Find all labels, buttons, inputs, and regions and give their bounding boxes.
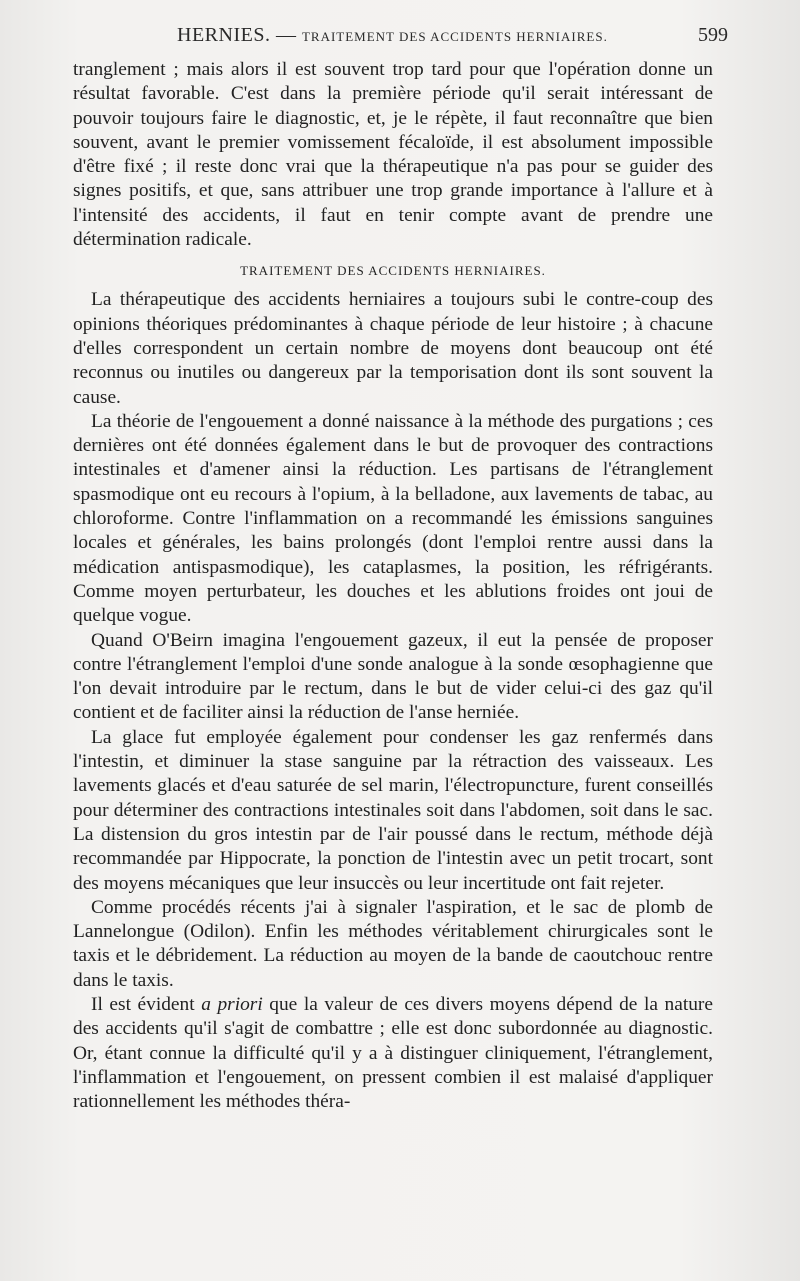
header-title <box>177 24 608 47</box>
header-title-main: HERNIES. <box>177 24 271 46</box>
paragraph: La glace fut employée également pour condenser les gaz renfermés dans l'intestin, et diminuer la stase sanguine par la rétraction des vaisseaux. Les lavements glacés et d'eau saturée de sel marin, l'électropuncture, furent conseillés pour déterminer des contractions intestinales soit dans l'abdomen, soit dans le sac. La distension du gros intestin par de l'air poussé dans le rectum, méthode déjà recommandée par Hippocrate, la ponction de l'intestin avec un petit trocart, sont des moyens mécaniques que leur insuccès ou leur incertitude ont fait rejeter. <box>73 726 713 894</box>
italic-a-priori: a priori <box>201 993 263 1015</box>
paragraph: La thérapeutique des accidents herniaires a toujours subi le contre-coup des opinions théoriques prédominantes à chaque période de leur histoire ; à chacune d'elles correspondent un certain nombre de moyens dont beaucoup ont été reconnus ou inutiles ou dangereux par la temporisation dont ils sont souvent la cause. <box>73 289 713 408</box>
page-body <box>73 58 713 1114</box>
running-header <box>72 24 728 54</box>
paragraph: Quand O'Beirn imagina l'engouement gazeux, il eut la pensée de proposer contre l'étranglement l'emploi d'une sonde analogue à la sonde œsophagienne que l'on devait introduire par le rectum, dans le but de vider celui-ci des gaz qu'il contient et de faciliter ainsi la réduction de l'anse herniée. <box>73 629 713 724</box>
section-heading: TRAITEMENT DES ACCIDENTS HERNIAIRES. <box>240 263 546 279</box>
paragraph: La théorie de l'engouement a donné naissance à la méthode des purgations ; ces dernières ont été données également dans le but de provoquer des contractions intestinales et d'amener ainsi la réduction. Les partisans de l'étranglement spasmodique ont eu recours à l'opium, à la belladone, aux lavements de tabac, au chloroforme. Contre l'inflammation on a recommandé les émissions sanguines locales et générales, les bains prolongés (dont l'emploi rentre aussi dans la médication antispasmodique), les cataplasmes, la position, les réfrigérants. Comme moyen perturbateur, les douches et les ablutions froides ont joui de quelque vogue. <box>73 410 713 627</box>
paragraph-last <box>73 993 713 1114</box>
page-number: 599 <box>698 24 728 46</box>
header-title-dash: — <box>270 24 302 46</box>
paragraph: Comme procédés récents j'ai à signaler l'aspiration, et le sac de plomb de Lannelongue (Odilon). Enfin les méthodes véritablement chirurgicales sont le taxis et le débridement. La réduction au moyen de la bande de caoutchouc rentre dans le taxis. <box>73 896 713 991</box>
header-title-sub: TRAITEMENT DES ACCIDENTS HERNIAIRES. <box>301 29 608 44</box>
last-paragraph-before: Il est évident <box>91 993 202 1015</box>
last-paragraph-after: que la valeur de ces divers moyens dépend de la nature des accidents qu'il s'agit de combattre ; elle est donc subordonnée au diagnostic. Or, étant connue la difficulté qu'il y a à distinguer cliniquement, l'étranglement, l'inflammation et l'engouement, on pressent combien il est malaisé d'appliquer rationnellement les méthodes théra- <box>73 993 713 1113</box>
paragraph-continued: tranglement ; mais alors il est souvent trop tard pour que l'opération donne un résultat favorable. C'est dans la première période qu'il serait intéressant de pouvoir toujours faire le diagnostic, et, je le répète, il faut reconnaître que bien souvent, avant le premier vomissement fécaloïde, il est absolument impossible d'être fixé ; il reste donc vrai que la thérapeutique n'a pas pour se guider des signes positifs, et que, sans attribuer une trop grande importance à l'allure et à l'intensité des accidents, il faut en tenir compte avant de prendre une détermination radicale. <box>73 59 713 251</box>
